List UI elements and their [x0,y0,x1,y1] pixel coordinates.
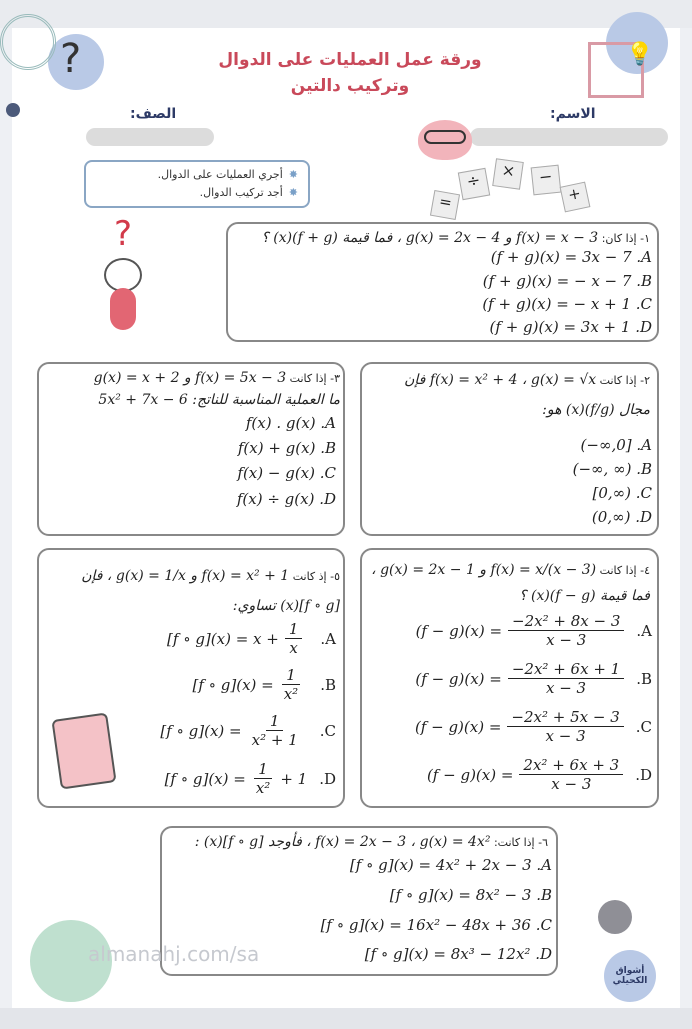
option-text: (f + g)(x) = 3x + 1 .D [489,318,652,336]
fraction-denominator: x − 3 [551,775,592,793]
name-field[interactable] [470,128,668,146]
option-fraction [508,660,624,697]
answer-option-c[interactable] [321,916,552,934]
question-mark-icon: ? [60,36,82,82]
option-fraction [280,666,302,703]
question-mark-red-icon: ? [114,214,133,254]
option-fraction [248,712,302,749]
option-text: f(x) − g(x) .C [237,464,336,482]
question-expression: مجال (f/g)(x) هو: [542,402,650,418]
fraction-denominator: x − 3 [545,727,586,745]
question-expression: f(x) = 2x − 3 ، g(x) = 4x² ، فأوجد [f ∘ g](x) : [194,834,491,850]
question-4-stem [371,562,650,578]
option-lhs: [f ∘ g](x) = x + [167,629,279,648]
option-text: [0,∞) .C [592,484,652,502]
answer-option-c[interactable] [160,712,336,749]
question-6-stem [195,834,548,850]
option-letter: .C [319,721,336,740]
question-intro: ٢- إذا كانت [599,374,650,387]
worksheet-title-line1: ورقة عمل العمليات على الدوال [218,50,482,70]
swirl-circle-topleft [0,14,56,70]
name-label: الاسم: [550,106,596,122]
option-lhs: [f ∘ g](x) = [164,769,246,788]
answer-option-b[interactable] [238,439,336,457]
question-expression: فما قيمة (f − g)(x) ؟ [519,588,650,604]
answer-option-b[interactable] [390,886,552,904]
dice-equals-icon: = [430,190,460,220]
fraction-numerator: 1 [282,666,300,685]
fraction-numerator: 1 [266,712,284,731]
answer-option-d[interactable] [365,945,552,963]
question-3-stem [94,370,340,386]
option-text: (f + g)(x) = − x − 7 .B [482,272,652,290]
lightbulb-icon: 💡 [626,42,654,67]
watermark-text: almanahj.com/sa [88,942,260,966]
bullet-icon: ✸ [288,168,298,181]
option-fraction [285,620,303,657]
answer-option-a[interactable] [350,856,552,874]
character-body-icon [110,288,136,330]
option-lhs: (f − g)(x) = [415,669,502,688]
option-text: f(x) . g(x) .A [245,414,336,432]
fraction-denominator: x² [255,779,271,797]
dice-plus-icon: + [560,182,591,213]
question-expression: f(x) = x/(x − 3) و g(x) = 2x − 1 ، [371,562,597,578]
option-letter: .C [635,717,652,736]
dice-minus-icon: − [531,165,562,196]
option-letter: .A [320,629,336,648]
objective-text: أجري العمليات على الدوال. [157,168,283,181]
option-fraction [519,756,623,793]
option-text: (f + g)(x) = 3x − 7 .A [490,248,652,266]
page-bottom-band [0,1008,692,1029]
question-expression: f(x) = x² + 1 و g(x) = 1/x ، فإن [81,568,290,584]
answer-option-c[interactable] [592,484,652,502]
worksheet-title-line2: وتركيب دالتين [290,76,410,96]
dice-times-icon: × [492,158,524,190]
objective-item [96,184,298,202]
answer-option-d[interactable] [490,318,652,336]
option-text: (0,∞) .D [591,508,652,526]
option-text: [f ∘ g](x) = 16x² − 48x + 36 .C [320,916,552,934]
dark-dot-icon [6,103,20,117]
option-lhs: [f ∘ g](x) = [192,675,274,694]
fraction-numerator: −2x² + 6x + 1 [508,660,624,679]
option-text: (−∞,0] .A [580,436,652,454]
question-intro: ١- إذا كان: [601,232,650,245]
question-expression: f(x) = x² + 4 ، g(x) = √x فإن [404,372,597,388]
question-5-stem-line2 [233,598,340,614]
answer-option-a[interactable] [416,612,652,649]
answer-option-b[interactable] [415,660,652,697]
answer-option-b[interactable] [483,272,652,290]
question-expression: [f ∘ g](x) تساوي: [232,598,340,614]
question-3-stem-line2 [98,392,340,408]
answer-option-c[interactable] [237,464,336,482]
fraction-numerator: 1 [285,620,303,639]
option-lhs: [f ∘ g](x) = [160,721,242,740]
answer-option-d[interactable] [237,490,336,508]
class-label: الصف: [130,106,177,122]
answer-option-d[interactable] [165,760,336,797]
option-letter: .D [635,765,652,784]
option-text: f(x) + g(x) .B [237,439,336,457]
option-fraction [252,760,274,797]
question-expression: f(x) = 5x − 3 و g(x) = x + 2 [93,370,287,386]
option-text: [f ∘ g](x) = 8x² − 3 .B [389,886,552,904]
option-letter: .D [319,769,336,788]
option-letter: .A [636,621,652,640]
objective-item [96,166,298,184]
fraction-denominator: x − 3 [545,679,587,697]
option-letter: .B [636,669,652,688]
question-4-stem-line2 [519,588,650,604]
fraction-denominator: x² [283,685,299,703]
option-text: f(x) ÷ g(x) .D [236,490,336,508]
option-lhs: (f − g)(x) = [415,621,503,640]
dice-divide-icon: ÷ [458,168,490,200]
option-text: (f + g)(x) = − x + 1 .C [482,295,652,313]
answer-option-d[interactable] [592,508,652,526]
answer-option-c[interactable] [482,295,652,313]
option-text: (−∞, ∞) .B [572,460,652,478]
fraction-denominator: x² + 1 [251,731,298,749]
answer-option-a[interactable] [491,248,652,266]
glasses-icon [424,130,466,144]
question-intro: ٦- إذا كانت: [493,836,548,849]
option-tail: + 1 [280,769,308,788]
answer-option-b[interactable] [573,460,652,478]
option-fraction [508,612,624,649]
question-expression: ما العملية المناسبة للناتج: 5x² + 7x − 6 [98,392,340,408]
fraction-numerator: 1 [254,760,272,779]
bullet-icon: ✸ [288,186,298,199]
option-text: [f ∘ g](x) = 4x² + 2x − 3 .A [349,856,552,874]
question-2-stem [404,372,650,388]
class-field[interactable] [86,128,214,146]
option-lhs: (f − g)(x) = [414,717,502,736]
grey-dot-icon [598,900,632,934]
answer-option-c[interactable] [415,708,652,745]
fraction-numerator: −2x² + 8x − 3 [508,612,624,631]
fraction-denominator: x − 3 [546,631,587,649]
option-text: [f ∘ g](x) = 8x³ − 12x² .D [364,945,552,963]
answer-option-a[interactable] [246,414,336,432]
answer-option-d[interactable] [427,756,652,793]
character-head-icon [104,258,142,292]
option-letter: .B [320,675,336,694]
fraction-numerator: 2x² + 6x + 3 [519,756,623,775]
brand-text: أشواق الكحيلي [612,966,648,986]
option-fraction [507,708,623,745]
question-intro: ٥- إذ كانت [292,570,340,583]
question-5-stem [81,568,340,584]
clipboard-mascot-icon [51,712,116,789]
objective-text: أجد تركيب الدوال. [199,186,283,199]
question-intro: ٤- إذا كانت [599,564,650,577]
answer-option-a[interactable] [167,620,336,657]
fraction-numerator: −2x² + 5x − 3 [507,708,623,727]
question-intro: ٣- إذا كانت [289,372,340,385]
question-expression: f(x) = x − 3 و g(x) = 2x − 4 ، فما قيمة (f + g)(x) ؟ [261,230,599,246]
option-lhs: (f − g)(x) = [426,765,514,784]
fraction-denominator: x [289,639,298,657]
answer-option-b[interactable] [192,666,336,703]
answer-option-a[interactable] [581,436,652,454]
page-top-band [0,0,692,28]
objectives-box [84,160,310,208]
question-2-stem-line2 [542,402,650,418]
question-1-stem [261,230,650,246]
